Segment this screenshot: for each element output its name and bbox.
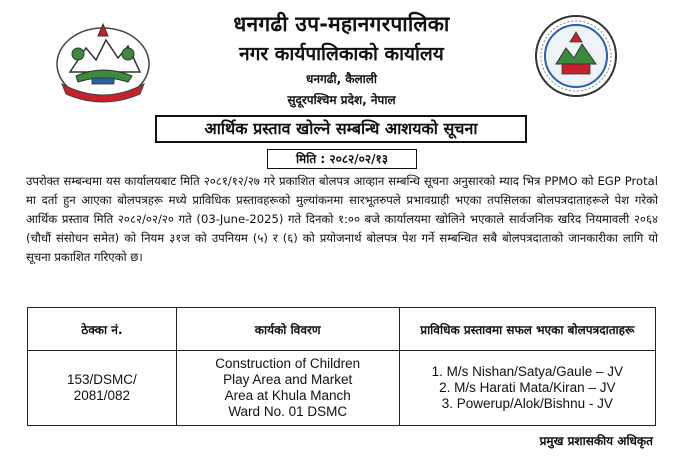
bidder-item: 2. M/s Harati Mata/Kiran – JV [439,380,616,395]
work-line: Construction of Children [215,356,361,371]
header-work-description: कार्यको विवरण [176,308,399,351]
contract-no-cell [28,351,177,426]
table-row [28,351,656,426]
bidders-cell [399,351,655,426]
bidder-item: 3. Powerup/Alok/Bishnu - JV [441,396,613,411]
province-name: सुदूरपश्चिम प्रदेश, नेपाल [287,93,396,107]
work-line: Area at Khula Manch [224,388,351,403]
body-part-1: उपरोक्त सम्बन्धमा यस कार्यालयबाट मिति २०८१/१२/२७ गरे प्रकाशित बोलपत्र आव्हान सम्बन्धि सूचना अनुसारको म्याद भित्र [26,174,545,188]
notice-date: मिति : २०८२/०२/१३ [267,149,417,169]
notice-body [26,172,658,267]
contract-no-line: 153/DSMC/ [67,372,137,387]
work-line: Ward No. 01 DSMC [228,404,348,419]
office-location: धनगढी, कैलाली [305,72,378,86]
office-name: नगर कार्यपालिकाको कार्यालय [239,43,444,65]
bidder-item: 1. M/s Nishan/Satya/Gaule – JV [431,364,623,379]
notice-title: आर्थिक प्रस्ताव खोल्ने सम्बन्धि आशयको सूचना [155,115,527,143]
table-header-row [28,308,656,351]
egp-text: EGP Protal [597,174,658,188]
ppmo-text: PPMO [544,174,578,188]
work-description-cell [176,351,399,426]
body-part-3: मा दर्ता हुन आएका बोलपत्रहरू मध्ये प्राविधिक प्रस्तावहरूको मुल्यांकनमा सारभूतरुपले प्रभावग्राही भएका तपसिलका बोलपत्रदाताहरूले पेश गरेको आर्थिक प्रस्ताव मिति २०८२/०२/२० गते [26,192,658,226]
municipality-name: धनगढी उप-महानगरपालिका [233,12,450,36]
contract-no-line: 2081/082 [73,388,131,403]
signatory-title: प्रमुख प्रशासकीय अधिकृत [539,434,653,448]
english-date: (03-June-2025) [196,211,284,226]
header-contract-no: ठेक्का नं. [28,308,177,351]
work-line: Play Area and Market [223,372,353,387]
body-part-4: गते दिनको १:०० बजे कार्यालयमा खोलिने भएकाले सार्वजनिक खरिद नियमावली २०६४ (चौधौं संसोधन समेत) को नियम ३१ज को उपनियम (५) र (६) को प्रयोजनार्थ बोलपत्र पेश गर्ने सम्बन्धित सबै बोलपत्रदाताको जानकारीका लागि यो सूचना प्रकाशित गरिएको छ। [26,211,659,264]
body-part-2: को [577,174,598,188]
bidder-table [27,307,656,426]
header-successful-bidders: प्राविधिक प्रस्तावमा सफल भएका बोलपत्रदाताहरू [399,308,655,351]
